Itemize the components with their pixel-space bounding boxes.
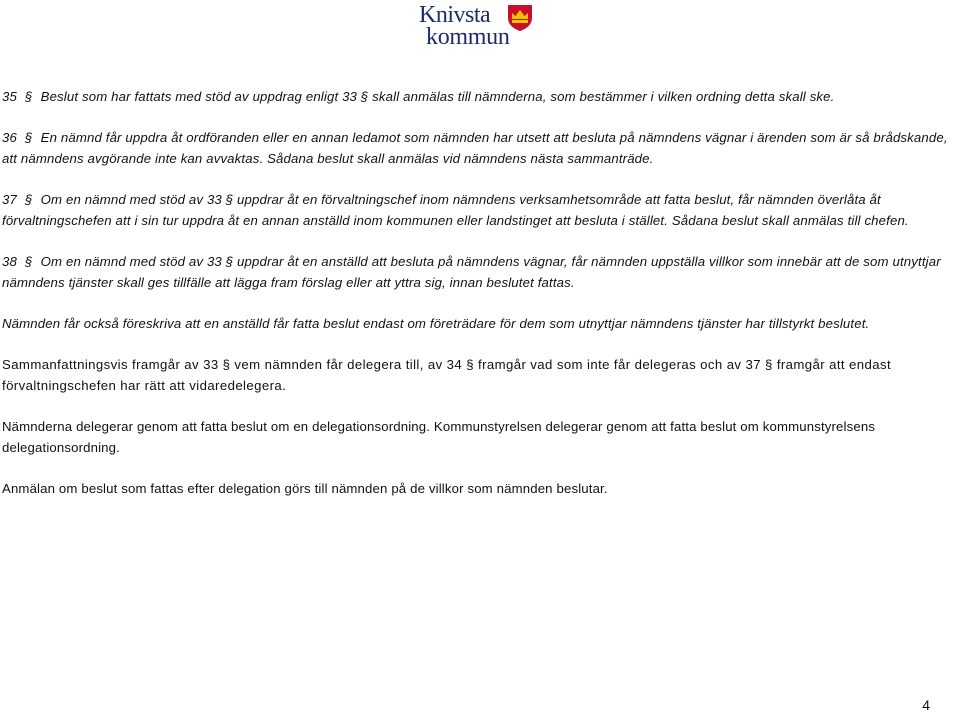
paragraph-text: Nämnderna delegerar genom att fatta beslut om en delegationsordning. Kommunstyrelsen delegerar genom att fatta beslut om kommunstyrelsens delegationsordning. xyxy=(2,419,876,455)
section-number: 37 xyxy=(2,192,17,207)
paragraph-text: Beslut som har fattats med stöd av uppdrag enligt 33 § skall anmälas till nämnderna, som bestämmer i vilken ordning detta skall ske. xyxy=(40,89,835,104)
paragraph-text: Nämnden får också föreskriva att en anställd får fatta beslut endast om företrädare för dem som utnyttjar nämndens tjänster har tillstyrkt beslutet. xyxy=(2,316,870,331)
document-body xyxy=(2,86,954,519)
section-symbol: § xyxy=(25,254,33,269)
section-symbol: § xyxy=(25,192,33,207)
section-symbol: § xyxy=(25,130,33,145)
paragraph-delegationsordning xyxy=(2,416,954,458)
section-symbol: § xyxy=(25,89,33,104)
logo-line-2: kommun xyxy=(426,24,510,50)
paragraph-text: Om en nämnd med stöd av 33 § uppdrar åt en förvaltningschef inom nämndens verksamhetsområde att fatta beslut, får nämnden överlåta åt förvaltningschefen att i sin tur uppdra åt en annan anställd inom kommunen eller landstinget att besluta i stället. Sådana beslut skall anmälas till chefen. xyxy=(2,192,909,228)
crown-shield-icon xyxy=(507,4,533,32)
paragraph-section-37 xyxy=(2,189,954,231)
section-number: 36 xyxy=(2,130,17,145)
paragraph-anmälan xyxy=(2,478,954,499)
section-number: 38 xyxy=(2,254,17,269)
knivsta-kommun-logo xyxy=(419,4,535,54)
page-number: 4 xyxy=(922,697,930,713)
logo-line-1: Knivsta xyxy=(419,2,491,28)
paragraph-sammanfattningsvis xyxy=(2,354,954,396)
paragraph-nämnden-föreskriva xyxy=(2,313,954,334)
paragraph-section-38 xyxy=(2,251,954,293)
paragraph-text: En nämnd får uppdra åt ordföranden eller en annan ledamot som nämnden har utsett att besluta på nämndens vägnar i ärenden som är så brådskande, att nämndens avgörande inte kan avvaktas. Sådana beslut skall anmälas vid nämndens nästa sammanträde. xyxy=(2,130,948,166)
section-number: 35 xyxy=(2,89,17,104)
paragraph-text: Om en nämnd med stöd av 33 § uppdrar åt en anställd att besluta på nämndens vägnar, får nämnden uppställa villkor som innebär att de som utnyttjar nämndens tjänster skall ges tillfälle att lägga fram förslag eller att yttra sig, innan beslutet fattas. xyxy=(2,254,941,290)
paragraph-text: Sammanfattningsvis framgår av 33 § vem nämnden får delegera till, av 34 § framgår vad som inte får delegeras och av 37 § framgår att endast förvaltningschefen har rätt att vidaredelegera. xyxy=(2,357,892,393)
paragraph-section-36 xyxy=(2,127,954,169)
logo-wordmark xyxy=(419,4,510,48)
paragraph-text: Anmälan om beslut som fattas efter delegation görs till nämnden på de villkor som nämnden beslutar. xyxy=(2,481,608,496)
paragraph-section-35 xyxy=(2,86,954,107)
